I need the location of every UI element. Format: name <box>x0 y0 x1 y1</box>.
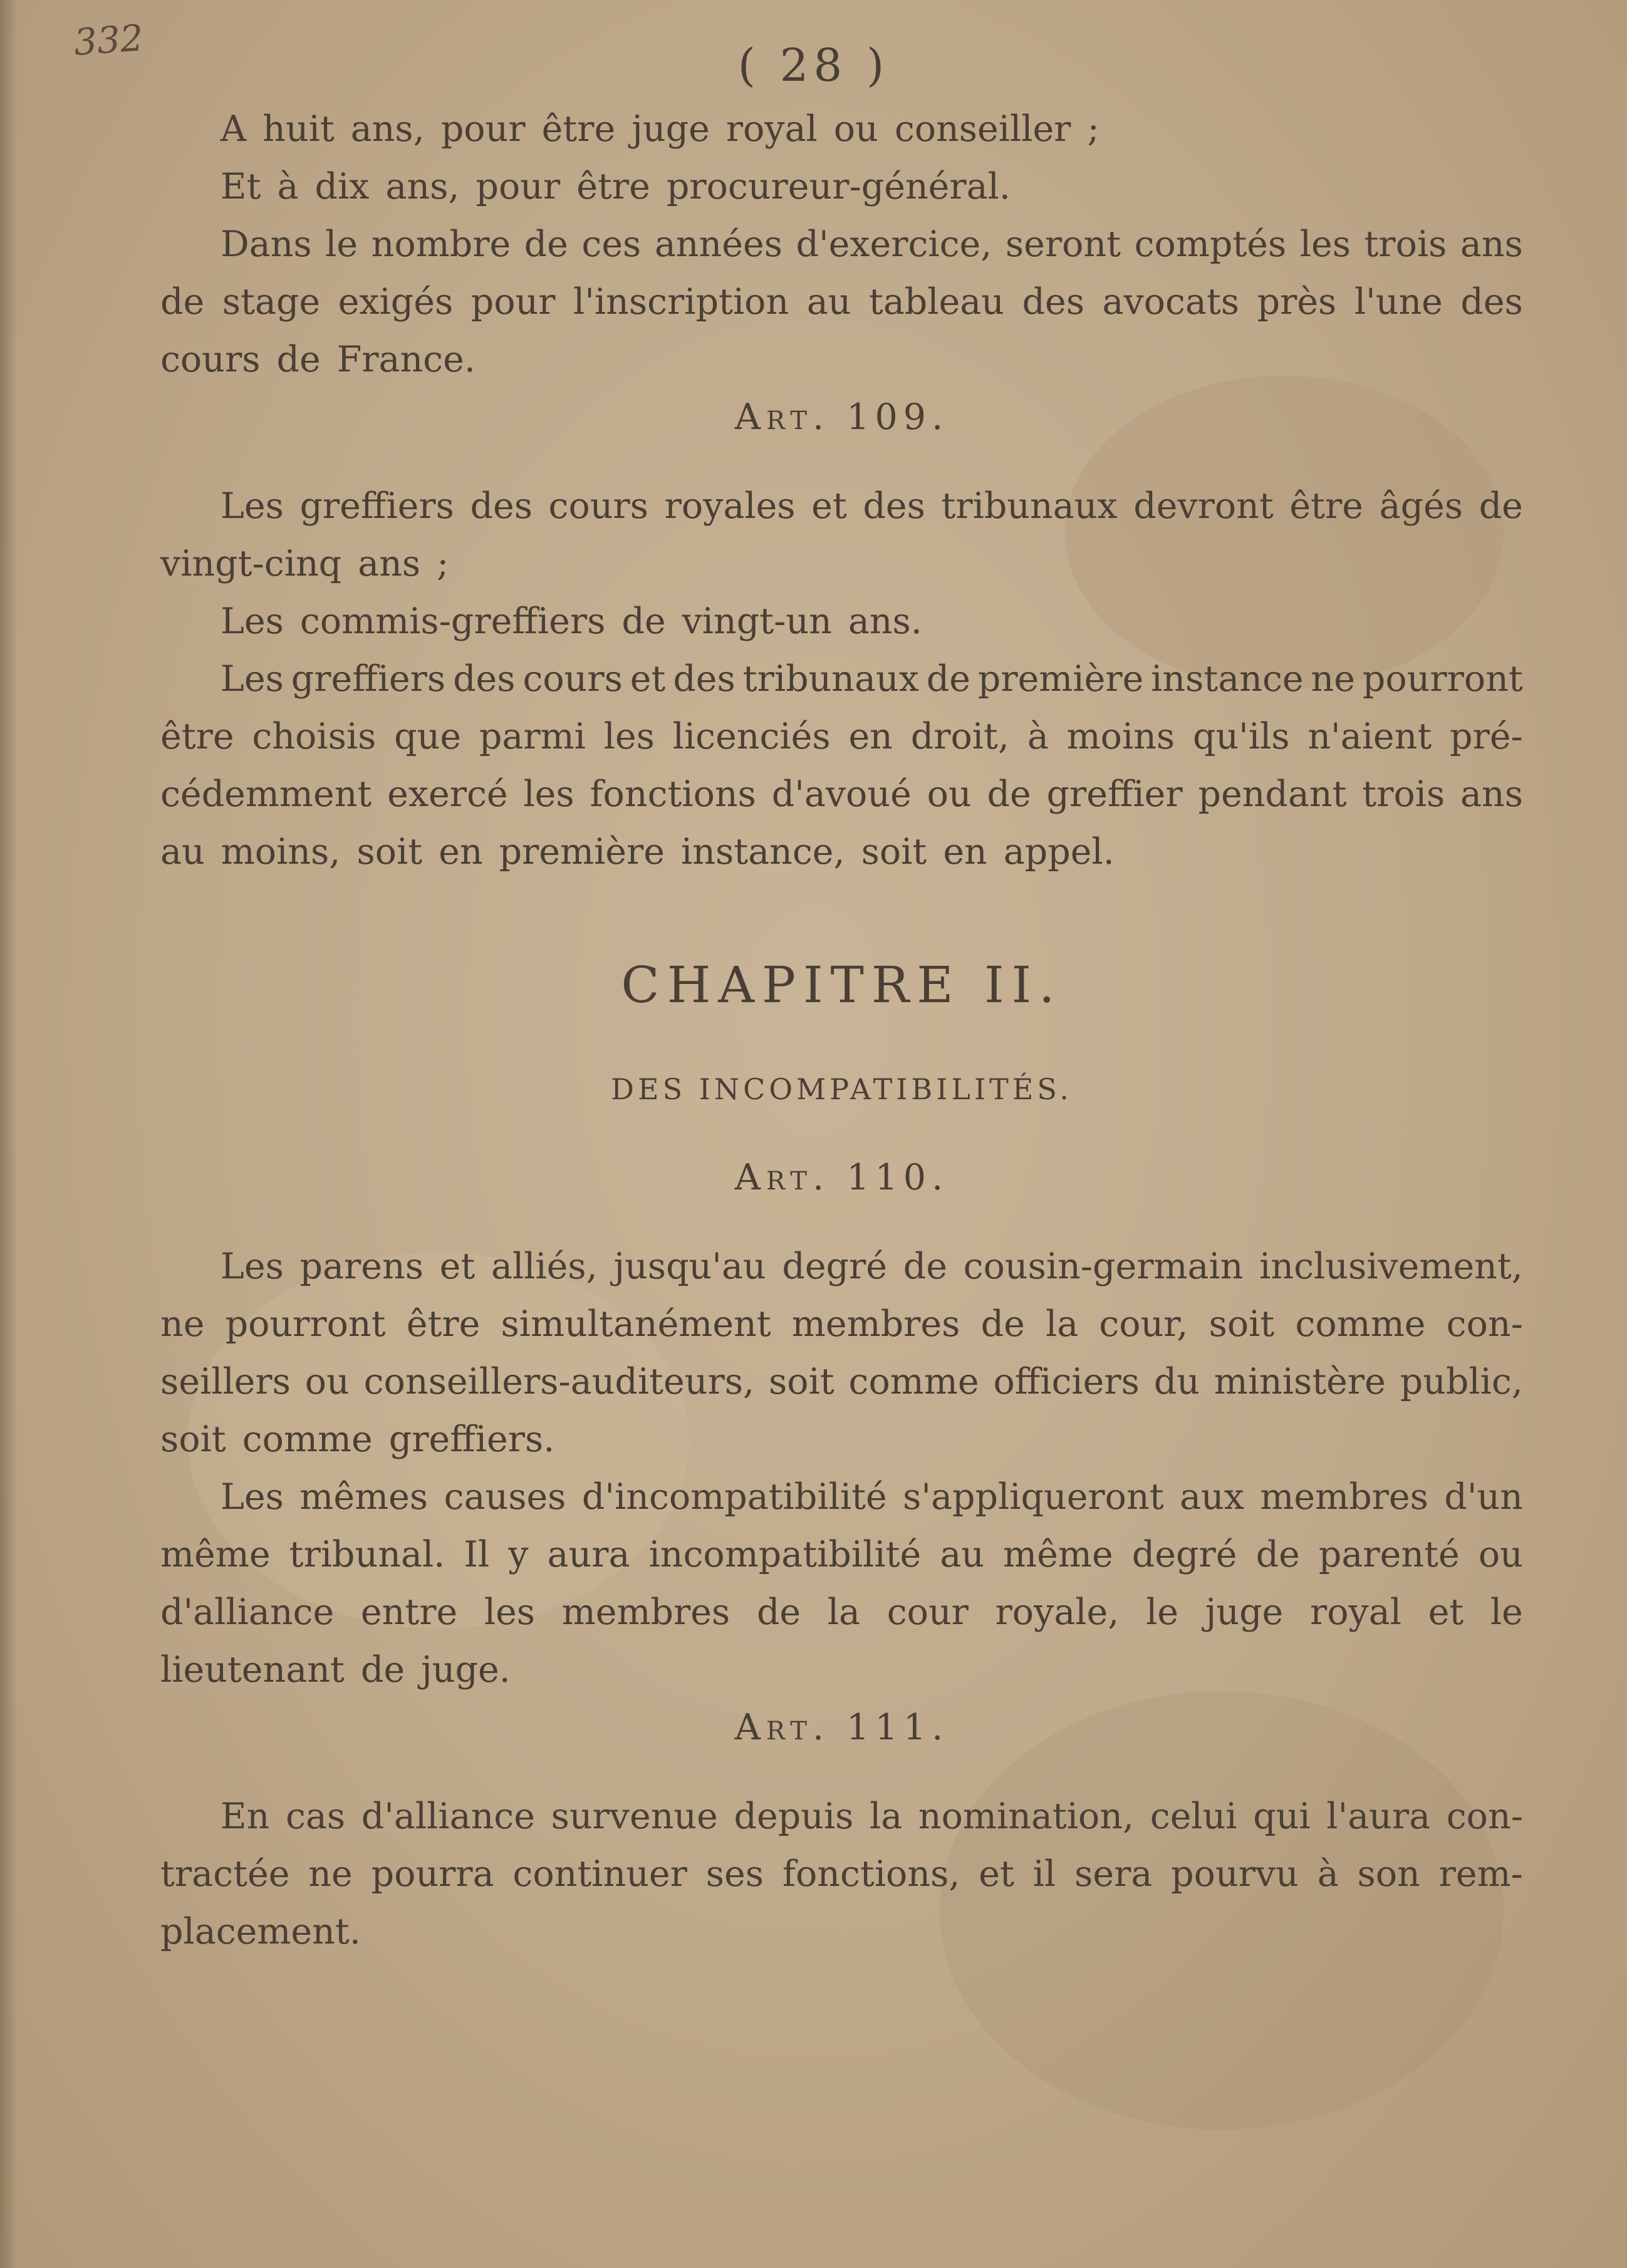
paragraph <box>160 1238 1523 1468</box>
text-line: Les mêmes causes d'incompatibilité s'appliqueront aux membres d'un <box>221 1476 1523 1518</box>
text-line: ne pourront être simultanément membres de la cour, soit comme con- <box>160 1303 1523 1345</box>
text-line: Les greffiers des cours royales et des tribunaux devront être âgés de <box>221 485 1523 527</box>
page-content <box>160 100 1523 1960</box>
text-line: A huit ans, pour être juge royal ou conseiller ; <box>221 108 1099 150</box>
text-line: de stage exigés pour l'inscription au tableau des avocats près l'une des <box>160 281 1523 323</box>
paragraph <box>160 1788 1523 1960</box>
paragraph <box>160 593 1523 650</box>
text-line: En cas d'alliance survenue depuis la nomination, celui qui l'aura con- <box>221 1796 1523 1837</box>
page-number: ( 28 ) <box>737 39 890 91</box>
text-line: au moins, soit en première instance, soit en appel. <box>160 831 1115 873</box>
text-line: placement. <box>160 1911 361 1952</box>
text-line: vingt-cinq ans ; <box>160 543 449 584</box>
article-heading: Art. 111. <box>734 1707 949 1748</box>
text-line: cours de France. <box>160 339 476 380</box>
article-heading: Art. 109. <box>734 396 949 438</box>
text-line: Les commis-greffiers de vingt-un ans. <box>221 601 922 642</box>
text-line: seillers ou conseillers-auditeurs, soit comme officiers du ministère public, <box>160 1361 1523 1402</box>
text-line: Et à dix ans, pour être procureur-général. <box>221 166 1011 207</box>
text-line: cédemment exercé les fonctions d'avoué ou de greffier pendant trois ans <box>160 774 1523 815</box>
text-line: soit comme greffiers. <box>160 1419 555 1460</box>
margin-note: 332 <box>72 16 145 64</box>
paragraph <box>160 1468 1523 1699</box>
text-line: Les greffiers des cours et des tribunaux de première instance ne pourront <box>221 658 1523 700</box>
text-line: être choisis que parmi les licenciés en droit, à moins qu'ils n'aient pré- <box>160 716 1523 757</box>
chapter-heading: CHAPITRE II. <box>621 956 1063 1014</box>
text-line: Dans le nombre de ces années d'exercice, seront comptés les trois ans <box>221 224 1523 265</box>
article-heading: Art. 110. <box>734 1157 949 1198</box>
page-edge-shadow <box>0 0 18 2268</box>
paragraph <box>160 100 1523 158</box>
paragraph <box>160 158 1523 215</box>
paragraph <box>160 477 1523 593</box>
chapter-subtitle: DES INCOMPATIBILITÉS. <box>611 1072 1073 1106</box>
paragraph <box>160 650 1523 881</box>
text-line: tractée ne pourra continuer ses fonctions, et il sera pourvu à son rem- <box>160 1853 1523 1895</box>
text-line: Les parens et alliés, jusqu'au degré de cousin-germain inclusivement, <box>221 1246 1523 1287</box>
text-line: même tribunal. Il y aura incompatibilité au même degré de parenté ou <box>160 1534 1523 1575</box>
paragraph <box>160 215 1523 388</box>
text-line: d'alliance entre les membres de la cour royale, le juge royal et le <box>160 1592 1523 1633</box>
text-line: lieutenant de juge. <box>160 1649 511 1691</box>
